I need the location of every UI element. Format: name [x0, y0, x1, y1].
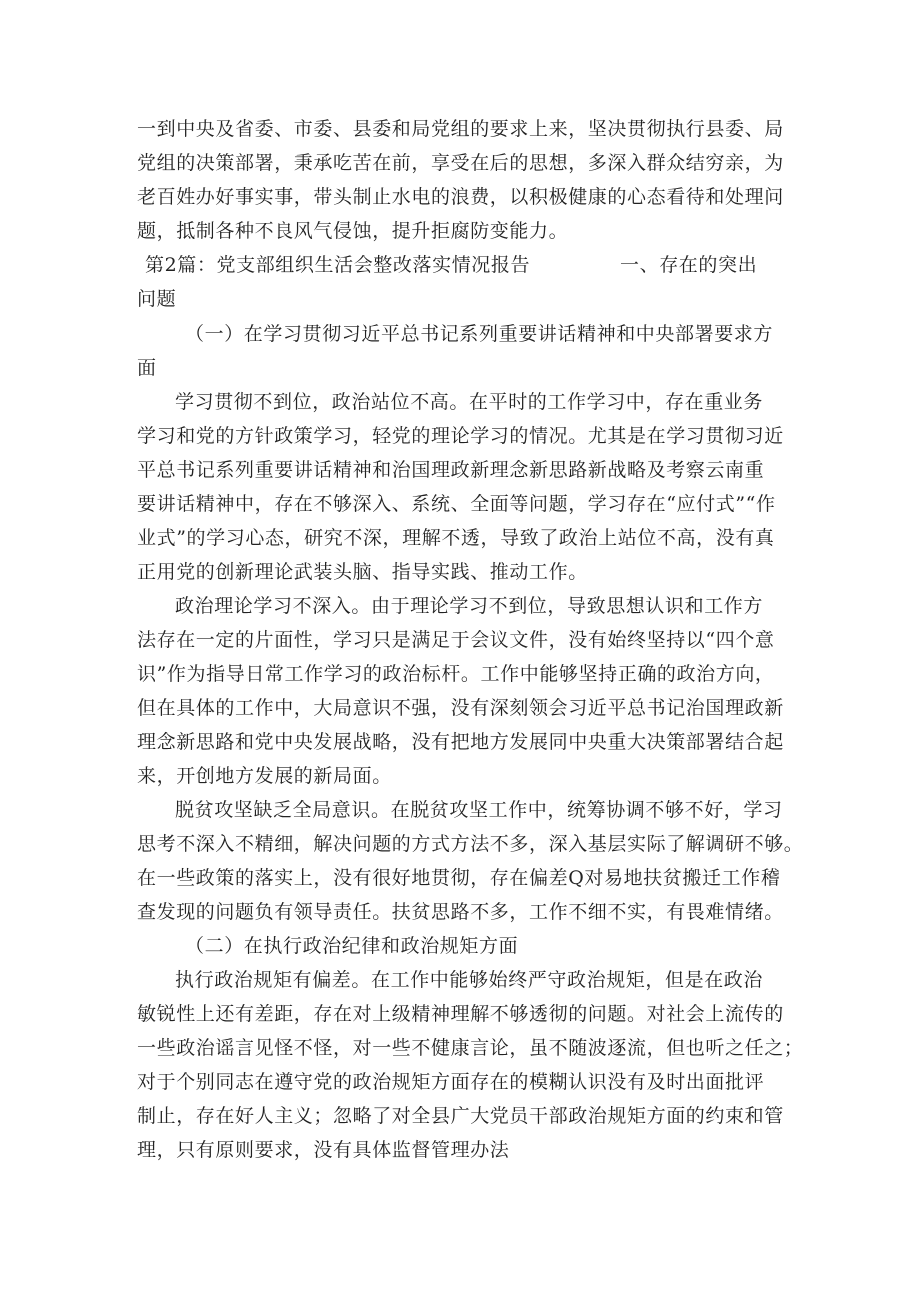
paragraph-line: 执行政治规矩有偏差。在工作中能够始终严守政治规矩，但是在政治: [175, 969, 764, 991]
section-title: 第2篇：党支部组织生活会整改落实情况报告: [145, 254, 531, 276]
paragraph-line: 平总书记系列重要讲话精神和治国理政新理念新思路新战略及考察云南重: [137, 459, 765, 481]
paragraph-line: 学习和党的方针政策学习，轻党的理论学习的情况。尤其是在学习贯彻习近: [137, 425, 784, 447]
paragraph-line: 对于个别同志在遵守党的政治规矩方面存在的模糊认识没有及时出面批评: [137, 1071, 765, 1093]
paragraph-line: 业式”的学习心态，研究不深，理解不透，导致了政治上站位不高，没有真: [137, 527, 775, 549]
paragraph-line: 制止，存在好人主义；忽略了对全县广大党员干部政治规矩方面的约束和管: [137, 1105, 784, 1127]
paragraph-line: 正用党的创新理论武装头脑、指导实践、推动工作。: [137, 561, 588, 583]
paragraph-line: 政治理论学习不深入。由于理论学习不到位，导致思想认识和工作方: [175, 595, 764, 617]
paragraph-line: 脱贫攻坚缺乏全局意识。在脱贫攻坚工作中，统筹协调不够不好，学习: [175, 799, 783, 821]
paragraph-line: 学习贯彻不到位，政治站位不高。在平时的工作学习中，存在重业务: [175, 391, 764, 413]
paragraph-line: 思考不深入不精细，解决问题的方式方法不多，深入基层实际了解调研不够。: [137, 833, 804, 855]
paragraph-line: 来，开创地方发展的新局面。: [137, 765, 392, 787]
paragraph-line: 题，抵制各种不良风气侵蚀，提升拒腐防变能力。: [137, 220, 569, 242]
section-heading-cont: 问题: [137, 288, 177, 310]
subsection-heading-cont: 面: [137, 357, 157, 379]
paragraph-line: 在一些政策的落实上，没有很好地贯彻，存在偏差Q对易地扶贫搬迁工作稽: [137, 867, 781, 889]
paragraph-line: 一到中央及省委、市委、县委和局党组的要求上来，坚决贯彻执行县委、局: [137, 118, 784, 140]
paragraph-line: 法存在一定的片面性，学习只是满足于会议文件，没有始终坚持以“四个意: [137, 629, 775, 651]
paragraph-line: 党组的决策部署，秉承吃苦在前，享受在后的思想，多深入群众结穷亲，为: [137, 152, 784, 174]
subsection-heading: （一）在学习贯彻习近平总书记系列重要讲话精神和中央部署要求方: [185, 323, 774, 345]
paragraph-line: 查发现的问题负有领导责任。扶贫思路不多，工作不细不实，有畏难情绪。: [137, 901, 784, 923]
section-heading: 一、存在的突出: [620, 254, 758, 276]
paragraph-line: 要讲话精神中，存在不够深入、系统、全面等问题，学习存在“应付式”“作: [137, 493, 776, 515]
paragraph-line: 理，只有原则要求，没有具体监督管理办法: [137, 1139, 510, 1161]
paragraph-line: 但在具体的工作中，大局意识不强，没有深刻领会习近平总书记治国理政新: [137, 697, 784, 719]
paragraph-line: 一些政治谣言见怪不怪，对一些不健康言论，虽不随波逐流，但也听之任之；: [137, 1037, 804, 1059]
paragraph-line: 敏锐性上还有差距，存在对上级精神理解不够透彻的问题。对社会上流传的: [137, 1003, 784, 1025]
paragraph-line: 老百姓办好事实事，带头制止水电的浪费，以积极健康的心态看待和处理问: [137, 186, 784, 208]
paragraph-line: 识”作为指导日常工作学习的政治标杆。工作中能够坚持正确的政治方向，: [137, 663, 775, 685]
subsection-heading: （二）在执行政治纪律和政治规矩方面: [185, 935, 519, 957]
paragraph-line: 理念新思路和党中央发展战略，没有把地方发展同中央重大决策部署结合起: [137, 731, 784, 753]
